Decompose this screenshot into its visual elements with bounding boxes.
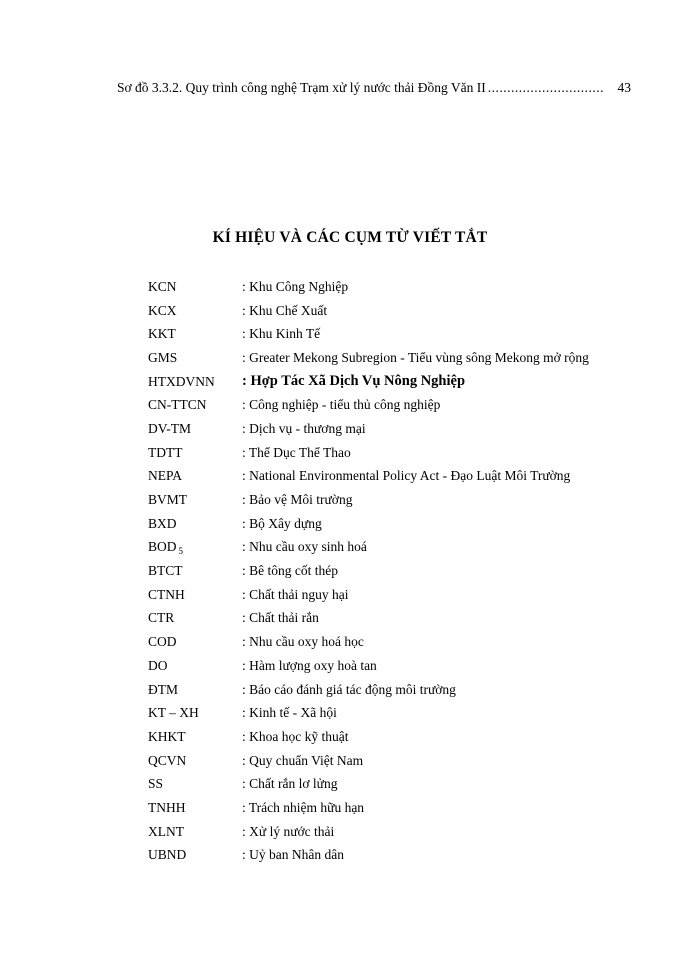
abbreviation-term: DO <box>148 657 168 673</box>
abbreviation-term: DV-TM <box>148 420 192 436</box>
toc-page-number: 43 <box>617 80 631 95</box>
abbreviation-term: HTXDVNN <box>148 373 215 389</box>
abbreviation-definition: : National Environmental Policy Act - Đạo Luật Môi Trường <box>242 468 571 484</box>
abbreviation-row <box>148 796 589 820</box>
toc-entry <box>117 80 631 96</box>
abbreviation-term: QCVN <box>148 752 187 768</box>
abbreviation-row <box>148 441 589 465</box>
abbreviation-definition: : Khu Công Nghiệp <box>242 278 349 294</box>
abbreviation-term: KCN <box>148 278 177 294</box>
abbreviation-term: KKT <box>148 326 176 342</box>
abbreviation-term <box>148 539 242 556</box>
abbreviation-definition: : Thể Dục Thể Thao <box>242 444 351 460</box>
abbreviation-definition: : Quy chuẩn Việt Nam <box>242 752 364 768</box>
abbreviation-definition: : Khu Kinh Tế <box>242 326 321 342</box>
abbreviation-term: GMS <box>148 349 178 365</box>
abbreviation-definition: : Hàm lượng oxy hoà tan <box>242 657 377 673</box>
abbreviation-row <box>148 607 589 631</box>
toc-leader-dots <box>488 80 604 96</box>
abbreviation-row <box>148 417 589 441</box>
abbreviation-row <box>148 559 589 583</box>
abbreviation-term: XLNT <box>148 823 184 839</box>
abbreviation-term: BXD <box>148 515 177 531</box>
abbreviation-term: CTNH <box>148 586 185 602</box>
abbreviation-definition: : Khu Chế Xuất <box>242 302 328 318</box>
abbreviation-definition: : Chất rắn lơ lửng <box>242 776 338 792</box>
abbreviation-row <box>148 536 589 560</box>
abbreviation-term: BTCT <box>148 563 183 579</box>
abbreviation-row <box>148 346 589 370</box>
abbreviation-definition: : Hợp Tác Xã Dịch Vụ Nông Nghiệp <box>242 373 466 390</box>
abbreviation-row <box>148 749 589 773</box>
abbreviation-definition: : Bảo vệ Môi trường <box>242 492 353 508</box>
abbreviation-row <box>148 701 589 725</box>
abbreviation-row <box>148 678 589 702</box>
abbreviation-row <box>148 275 589 299</box>
abbreviation-definition: : Bê tông cốt thép <box>242 563 338 579</box>
abbreviation-definition: : Greater Mekong Subregion - Tiểu vùng sông Mekong mở rộng <box>242 349 589 365</box>
abbreviation-term: NEPA <box>148 468 183 484</box>
abbreviation-row <box>148 654 589 678</box>
abbreviation-term: UBND <box>148 847 187 863</box>
abbreviation-term: TNHH <box>148 799 186 815</box>
abbreviation-row <box>148 488 589 512</box>
abbreviation-row <box>148 393 589 417</box>
abbreviation-term-text: BOD <box>148 538 177 554</box>
abbreviation-term: CTR <box>148 610 175 626</box>
abbreviation-term: KHKT <box>148 728 186 744</box>
abbreviation-definition: : Công nghiệp - tiểu thủ công nghiệp <box>242 397 441 413</box>
abbreviation-definition: : Nhu cầu oxy hoá học <box>242 634 364 650</box>
abbreviation-term: SS <box>148 776 164 792</box>
abbreviation-definition: : Uỷ ban Nhân dân <box>242 847 344 863</box>
abbreviation-row <box>148 630 589 654</box>
abbreviation-term: KT – XH <box>148 705 199 721</box>
abbreviation-term: BVMT <box>148 492 188 508</box>
abbreviation-row <box>148 465 589 489</box>
abbreviation-row <box>148 772 589 796</box>
abbreviation-row <box>148 844 589 868</box>
abbreviation-definition: : Xử lý nước thải <box>242 823 335 839</box>
abbreviation-definition: : Chất thải rắn <box>242 610 319 626</box>
abbreviation-term-subscript: 5 <box>178 545 184 556</box>
abbreviation-definition: : Nhu cầu oxy sinh hoá <box>242 539 367 555</box>
abbreviation-row <box>148 820 589 844</box>
abbreviation-definition: : Bộ Xây dựng <box>242 515 322 531</box>
page-title: KÍ HIỆU VÀ CÁC CỤM TỪ VIẾT TẮT <box>212 229 488 246</box>
abbreviation-term: COD <box>148 634 177 650</box>
abbreviation-row <box>148 322 589 346</box>
abbreviation-row <box>148 725 589 749</box>
abbreviation-term: ĐTM <box>148 681 178 697</box>
abbreviation-term: TDTT <box>148 444 183 460</box>
abbreviation-definition: : Kinh tế - Xã hội <box>242 705 337 721</box>
abbreviation-row <box>148 370 589 394</box>
abbreviation-definition: : Chất thải nguy hại <box>242 586 349 602</box>
abbreviation-row <box>148 583 589 607</box>
toc-entry-text: Sơ đồ 3.3.2. Quy trình công nghệ Trạm xử lý nước thải Đồng Văn II <box>117 80 486 95</box>
abbreviation-list <box>148 275 589 867</box>
abbreviation-definition: : Báo cáo đánh giá tác động môi trường <box>242 681 456 697</box>
abbreviation-term: CN-TTCN <box>148 397 207 413</box>
abbreviation-definition: : Khoa học kỹ thuật <box>242 728 349 744</box>
abbreviation-definition: : Dịch vụ - thương mại <box>242 420 366 436</box>
abbreviation-term: KCX <box>148 302 177 318</box>
abbreviation-row <box>148 512 589 536</box>
abbreviation-row <box>148 299 589 323</box>
abbreviation-definition: : Trách nhiệm hữu hạn <box>242 799 365 815</box>
